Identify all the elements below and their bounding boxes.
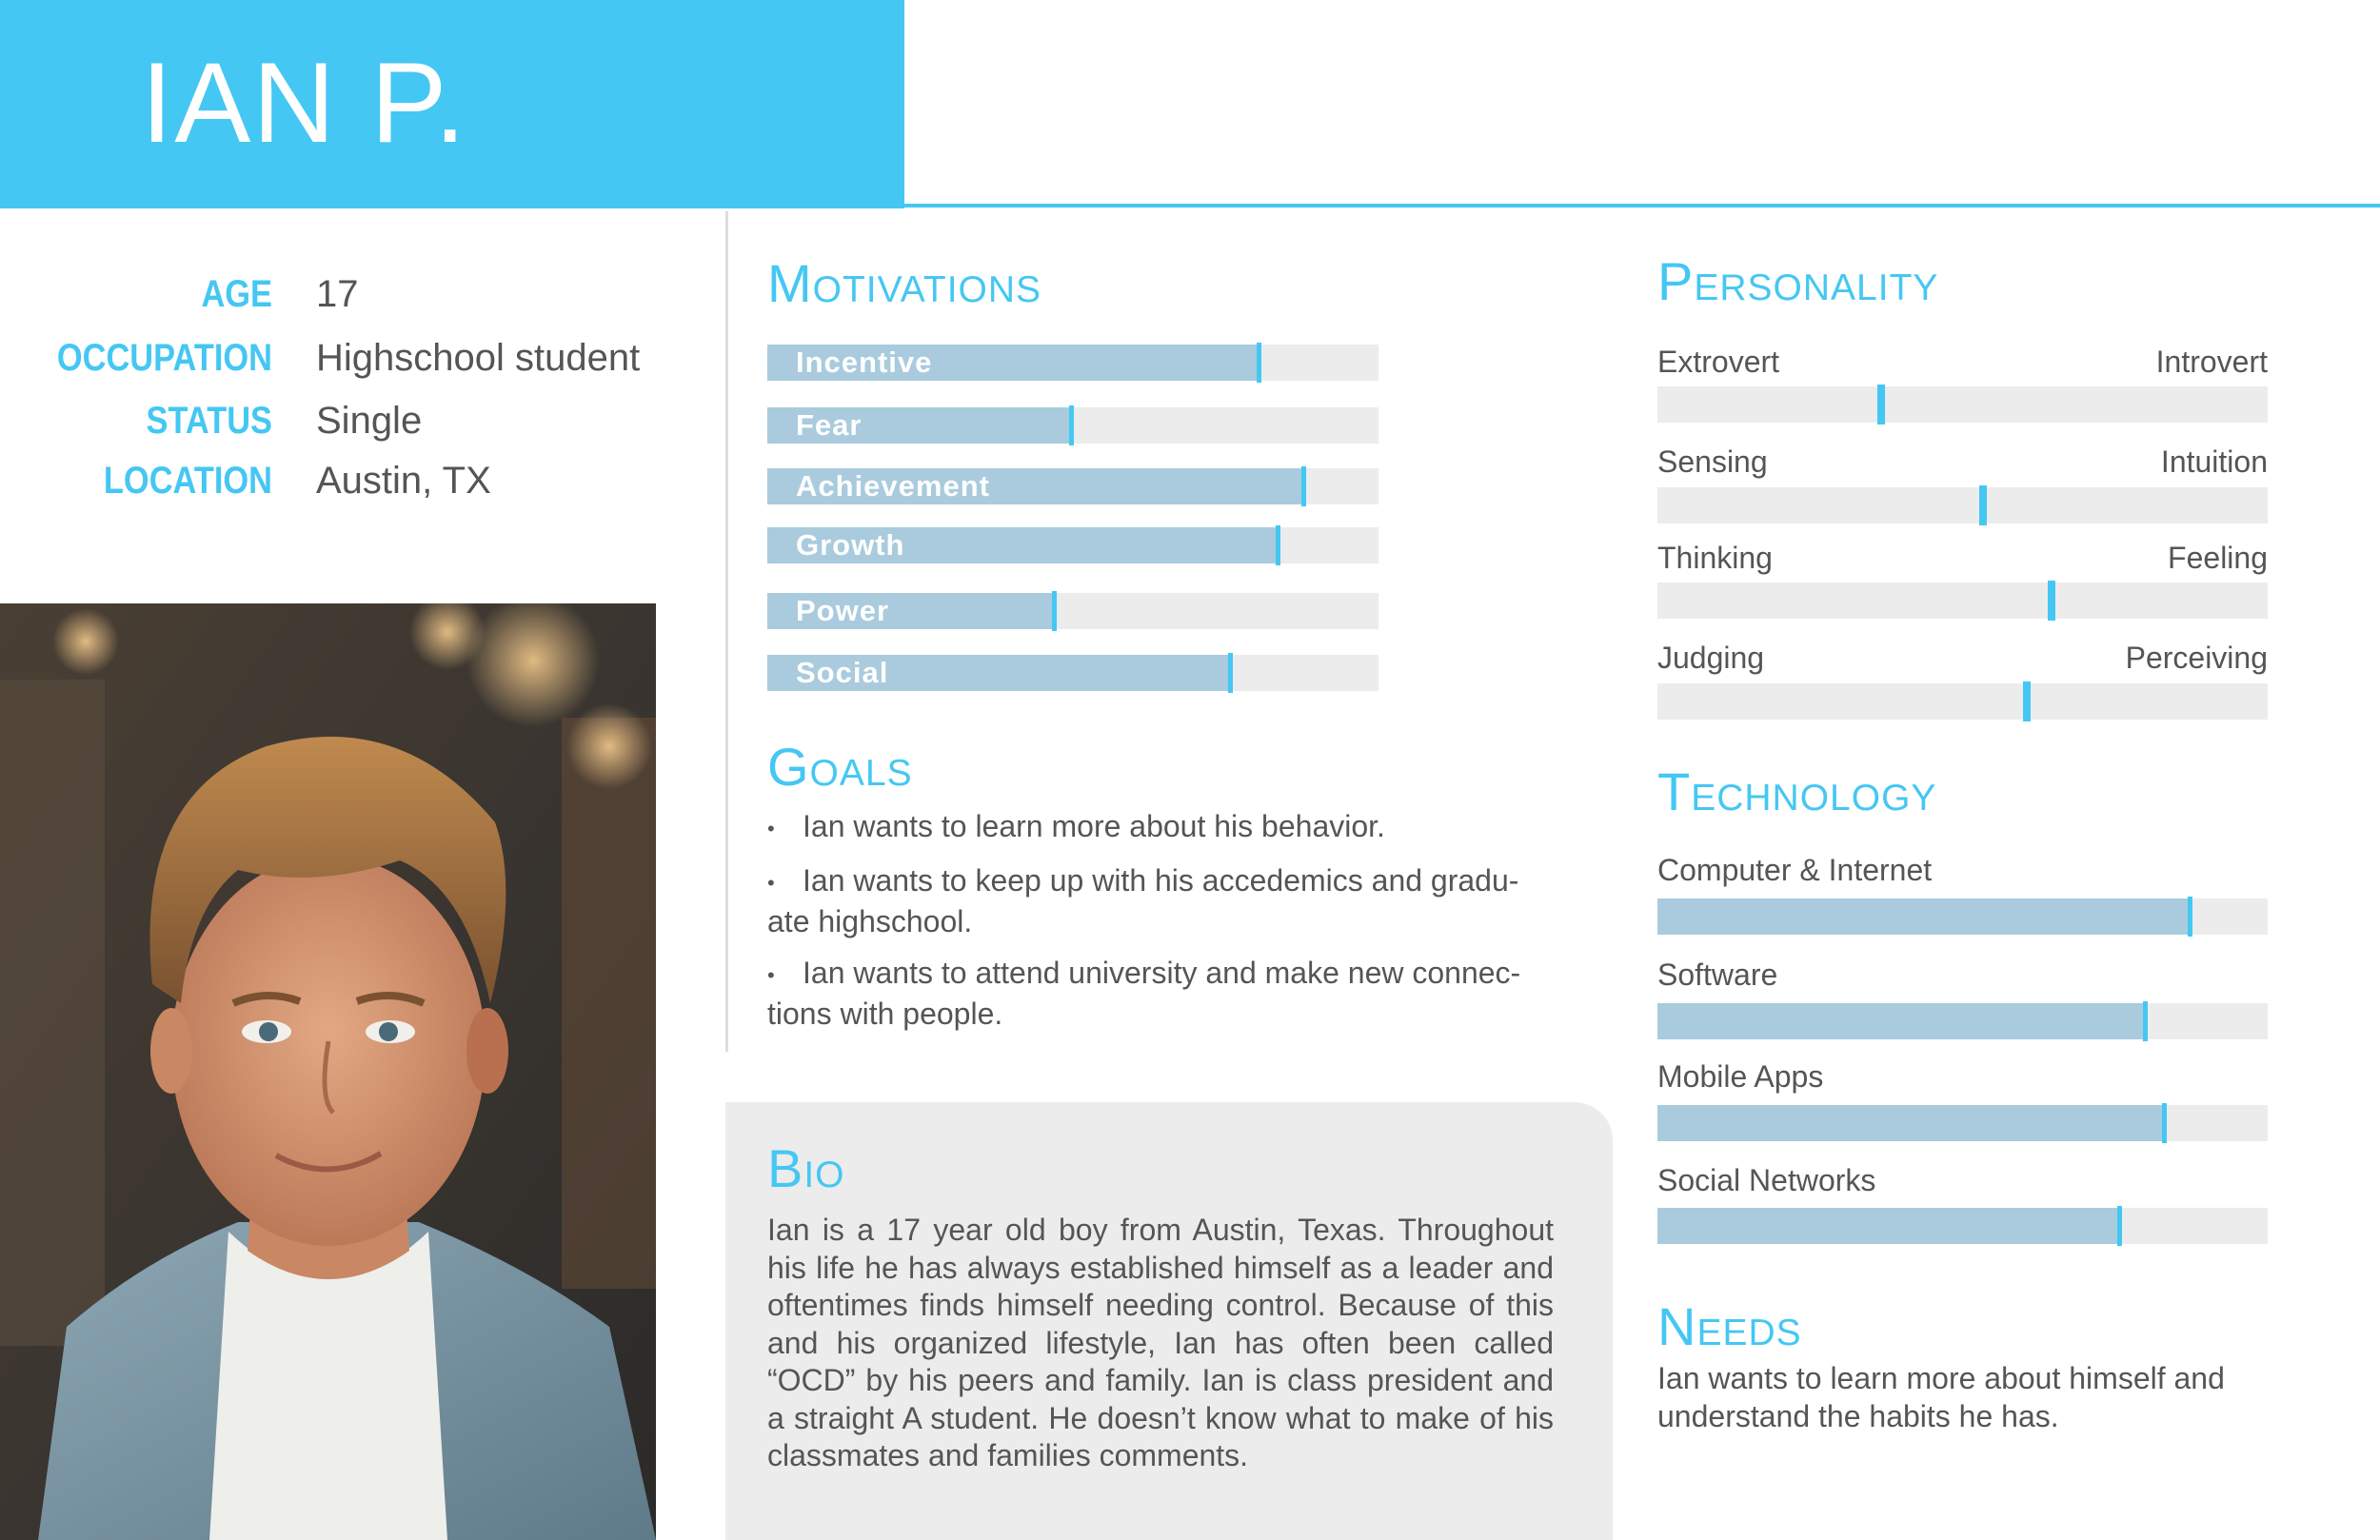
personality-scale (1657, 683, 2268, 720)
motivation-bar (767, 345, 1378, 381)
motivation-bar-marker (1301, 466, 1306, 506)
personality-left-label: Thinking (1657, 541, 1773, 575)
technology-label: Computer & Internet (1657, 853, 1933, 887)
motivation-bar-marker (1052, 591, 1057, 631)
motivation-bar (767, 527, 1378, 563)
bullet-icon: • (767, 962, 775, 987)
personality-marker (1979, 485, 1987, 525)
technology-label: Social Networks (1657, 1163, 1876, 1197)
technology-bar-fill (1657, 1003, 2146, 1039)
personality-scale (1657, 582, 2268, 619)
info-value-age: 17 (316, 273, 359, 315)
technology-bar-marker (2117, 1206, 2122, 1246)
motivation-bar (767, 407, 1378, 444)
personality-marker (2023, 681, 2031, 721)
personality-scale (1657, 487, 2268, 523)
personality-right-label: Introvert (2155, 345, 2268, 379)
personality-marker (2048, 581, 2055, 621)
personality-left-label: Sensing (1657, 444, 1768, 479)
technology-bar (1657, 1105, 2268, 1141)
bullet-icon: • (767, 870, 775, 895)
personality-right-label: Perceiving (2125, 641, 2268, 675)
personality-scale (1657, 386, 2268, 423)
technology-label: Mobile Apps (1657, 1059, 1824, 1094)
personality-title: Personality (1657, 251, 1939, 311)
motivation-label: Incentive (796, 346, 933, 379)
persona-name: IAN P. (141, 39, 468, 167)
info-label-age: AGE (201, 273, 272, 315)
technology-bar-marker (2188, 897, 2192, 937)
bio-title: Bio (767, 1138, 845, 1198)
info-label-location: LOCATION (103, 460, 272, 502)
motivation-label: Growth (796, 528, 905, 562)
info-label-status: STATUS (146, 400, 272, 442)
technology-label: Software (1657, 958, 1778, 992)
motivation-label: Power (796, 594, 890, 627)
motivation-label: Achievement (796, 469, 990, 503)
technology-bar-fill (1657, 1208, 2120, 1244)
technology-bar (1657, 898, 2268, 935)
motivation-bar (767, 468, 1378, 504)
goal-item (767, 954, 1548, 1033)
goal-text: Ian wants to attend university and make new connec- (803, 956, 1521, 990)
motivation-bar (767, 593, 1378, 629)
column-divider (725, 211, 728, 1052)
motivation-label: Fear (796, 408, 863, 442)
header-rule (904, 204, 2380, 207)
goal-item (767, 861, 1548, 940)
motivation-bar-marker (1069, 405, 1074, 445)
goal-text-continued: tions with people. (767, 996, 1003, 1031)
goal-text: Ian wants to keep up with his accedemics and gradu- (803, 863, 1519, 898)
technology-bar-fill (1657, 1105, 2165, 1141)
personality-marker (1877, 385, 1885, 424)
motivation-bar (767, 655, 1378, 691)
personality-right-label: Feeling (2168, 541, 2268, 575)
needs-text: Ian wants to learn more about himself and understand the habits he has. (1657, 1361, 2225, 1433)
bio-text: Ian is a 17 year old boy from Austin, Texas. Throughout his life he has always established himself as a leader and oftentimes finds himself needing control. Because of this and his organized lifestyle, Ian has often been called “OCD” by his peers and family. Ian is class president and a straight A student. He doesn’t know what to make of his classmates and families comments. (767, 1213, 1554, 1472)
goal-text: Ian wants to learn more about his behavior. (803, 809, 1385, 843)
info-value-occupation: Highschool student (316, 337, 641, 379)
motivation-bar-marker (1228, 653, 1233, 693)
personality-right-label: Intuition (2160, 444, 2268, 479)
info-value-location: Austin, TX (316, 460, 491, 502)
needs-title: Needs (1657, 1296, 1802, 1356)
technology-bar (1657, 1003, 2268, 1039)
goal-text-continued: ate highschool. (767, 903, 973, 938)
technology-bar-marker (2143, 1001, 2148, 1041)
motivation-label: Social (796, 656, 889, 689)
personality-left-label: Extrovert (1657, 345, 1780, 379)
technology-bar (1657, 1208, 2268, 1244)
motivation-bar-marker (1257, 343, 1261, 383)
bullet-icon: • (767, 816, 775, 840)
motivations-title: Motivations (767, 253, 1042, 313)
technology-title: Technology (1657, 761, 1937, 821)
technology-bar-fill (1657, 898, 2191, 935)
technology-bar-marker (2162, 1103, 2167, 1143)
info-label-occupation: OCCUPATION (56, 337, 272, 379)
info-value-status: Single (316, 400, 423, 442)
motivation-bar-marker (1276, 525, 1280, 565)
persona-photo (0, 603, 656, 1540)
goals-title: Goals (767, 737, 913, 797)
personality-left-label: Judging (1657, 641, 1765, 675)
goal-item (767, 807, 1548, 848)
